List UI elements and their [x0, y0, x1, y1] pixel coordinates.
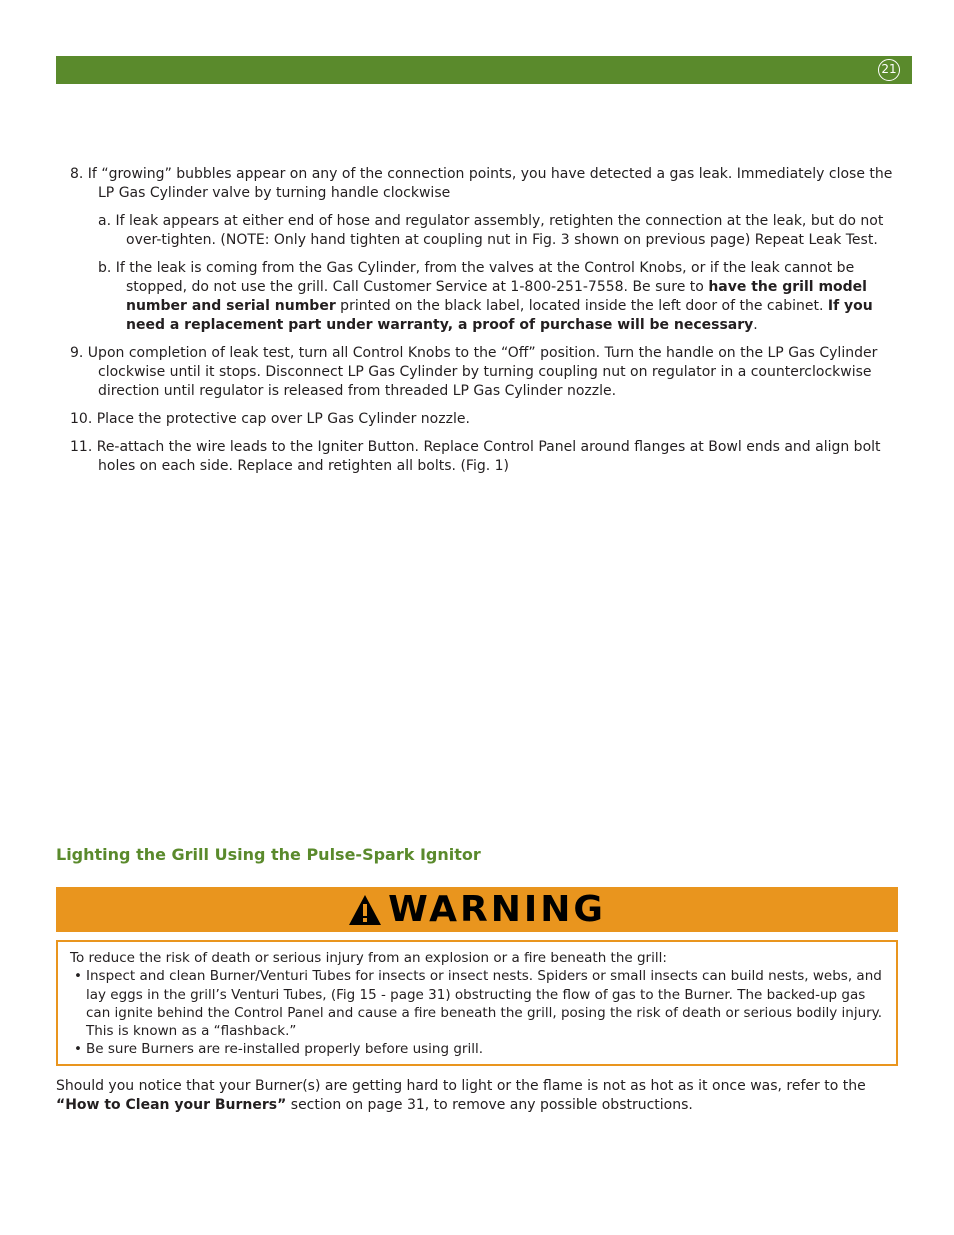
warning-bullet-2: Be sure Burners are re-installed properly before using grill.	[86, 1041, 483, 1058]
step-8: 8. If “growing” bubbles appear on any of the connection points, you have detected a gas leak. Immediately close the LP Gas Cylinder valve by turning handle clockwise	[70, 166, 893, 201]
warning-bullet-1: Inspect and clean Burner/Venturi Tubes for insects or insect nests. Spiders or small insects can build nests, webs, and lay eggs in the grill’s Venturi Tubes, (Fig 15 - page 31) obstructing the flow of gas to the Burner. The backed-up gas can ignite behind the Control Panel and cause a fire beneath the grill, posing the risk of death or serious bodily injury. This is known as a “flashback.”	[86, 968, 883, 1040]
step-8b-bold-model: have the grill model number and serial number	[126, 279, 867, 314]
step-8a: a. If leak appears at either end of hose and regulator assembly, retighten the connection at the leak, but do not over-tighten. (NOTE: Only hand tighten at coupling nut in Fig. 3 shown on previous page) Repeat Leak Test.	[98, 213, 884, 248]
closing-text-2: section on page 31, to remove any possible obstructions.	[286, 1097, 693, 1113]
step-8b	[56, 259, 896, 335]
list-item	[70, 1040, 884, 1058]
warning-banner	[56, 887, 898, 932]
warning-box	[56, 940, 898, 1066]
step-8b-period: .	[753, 317, 758, 333]
closing-bold-link: “How to Clean your Burners”	[56, 1097, 287, 1113]
leak-test-steps	[56, 165, 896, 485]
closing-text: Should you notice that your Burner(s) are getting hard to light or the flame is not as hot as it once was, refer to the	[56, 1078, 866, 1094]
step-8b-bold-warranty: If you need a replacement part under warranty, a proof of purchase will be necessary	[126, 298, 873, 333]
step-9: 9. Upon completion of leak test, turn all Control Knobs to the “Off” position. Turn the handle on the LP Gas Cylinder clockwise until it stops. Disconnect LP Gas Cylinder by turning coupling nut on regulator in a counterclockwise direction until regulator is released from threaded LP Gas Cylinder nozzle.	[70, 345, 878, 399]
warning-intro: To reduce the risk of death or serious injury from an explosion or a fire beneath the grill:	[70, 950, 667, 966]
header-bar	[56, 56, 912, 84]
section-title: Lighting the Grill Using the Pulse-Spark Ignitor	[56, 845, 481, 864]
step-8b-text-2: printed on the black label, located inside the left door of the cabinet.	[335, 298, 828, 314]
list-item	[70, 967, 884, 1040]
warning-list	[70, 967, 884, 1058]
step-10: 10. Place the protective cap over LP Gas Cylinder nozzle.	[70, 411, 470, 427]
warning-label: WARNING	[388, 888, 606, 930]
step-11: 11. Re-attach the wire leads to the Igniter Button. Replace Control Panel around flanges at Bowl ends and align bolt holes on each side. Replace and retighten all bolts. (Fig. 1)	[70, 439, 881, 474]
bullet: •	[74, 968, 82, 985]
closing-paragraph	[56, 1077, 896, 1115]
bullet: •	[74, 1041, 82, 1058]
warning-triangle-icon	[348, 894, 382, 926]
step-8b-text: b. If the leak is coming from the Gas Cylinder, from the valves at the Control Knobs, or if the leak cannot be stopped, do not use the grill. Call Customer Service at 1-800-251-7558. Be sure to	[98, 260, 855, 295]
page-number: 21	[878, 59, 900, 81]
